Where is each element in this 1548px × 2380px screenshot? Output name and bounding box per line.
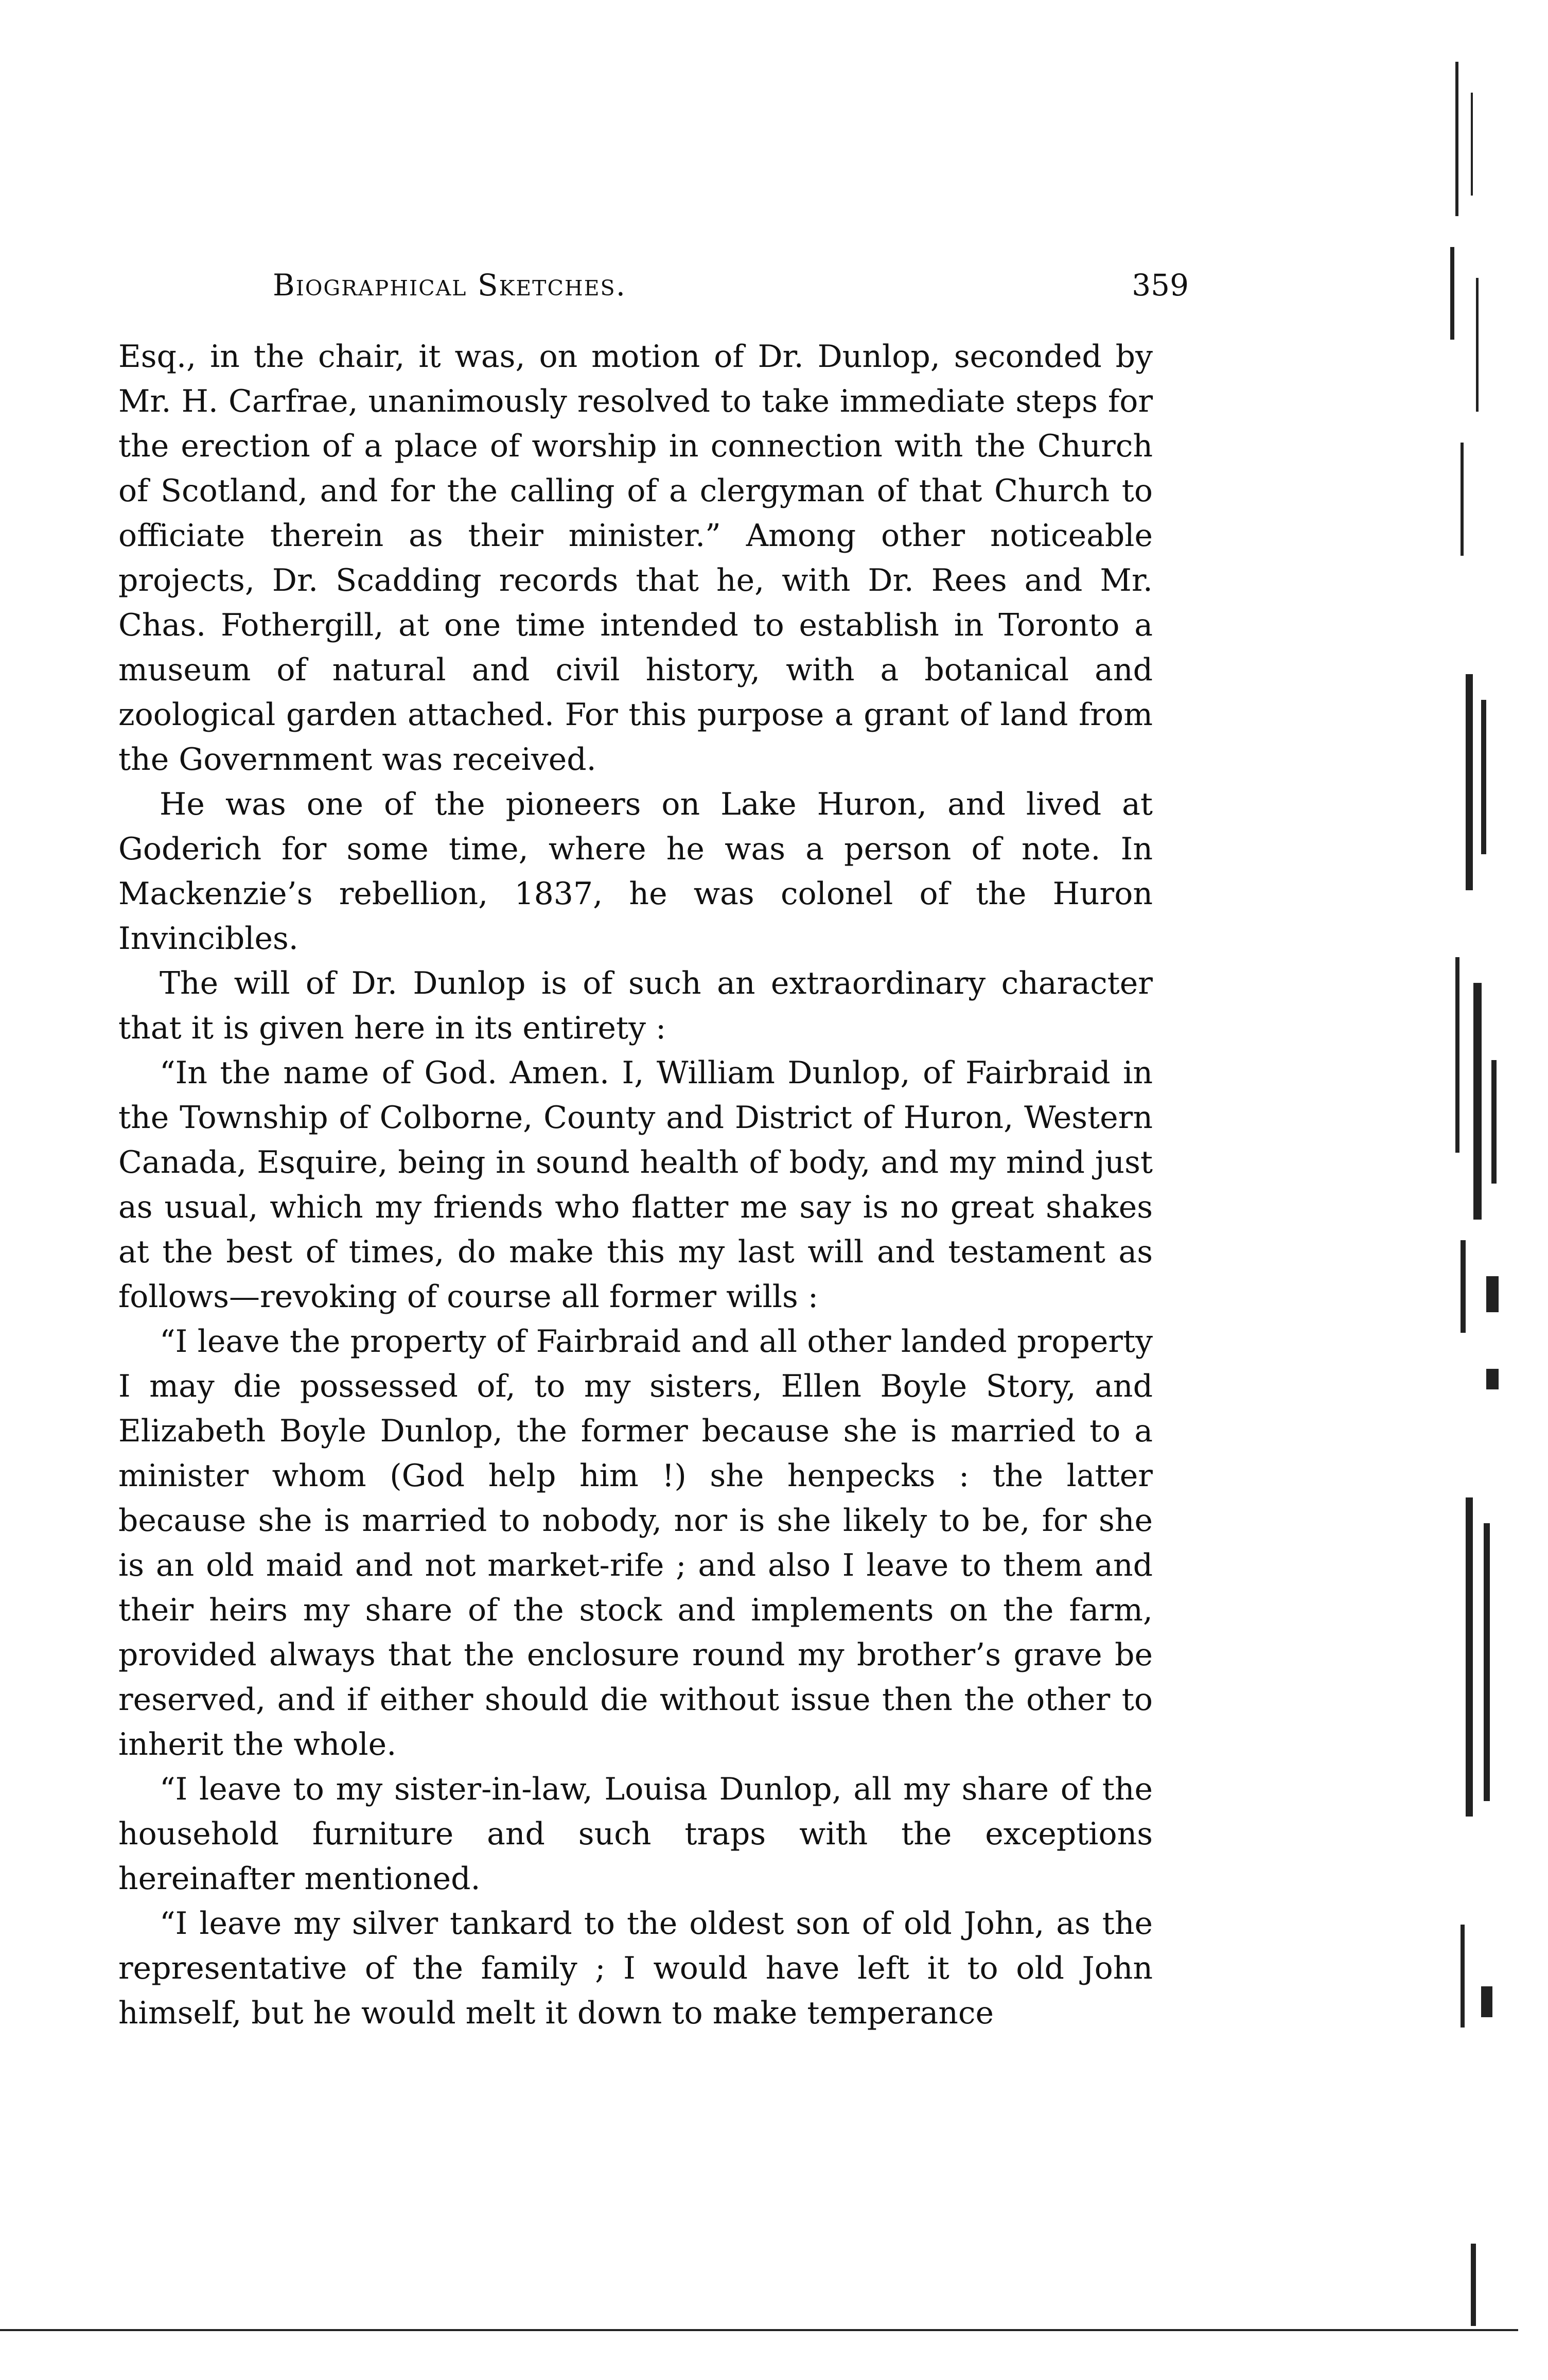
paragraph-will-tankard: “I leave my silver tankard to the oldest son of old John, as the representative of the family ; I would have left it to old John himself, but he would melt it down to make temperance [118,1906,1153,2031]
scan-edge-artifact [1435,31,1533,2357]
paragraph-will-preamble: “In the name of God. Amen. I, William Dunlop, of Fairbraid in the Township of Colborne, County and District of Huron, Western Canada, Esquire, being in sound health of body, and my mind just as usual, which my friends who flatter me say is no great shakes at the best of times, do make this my last will and testament as follows—revoking of course all former wills : [118,1055,1153,1315]
paragraph-continued: Esq., in the chair, it was, on motion of Dr. Dunlop, seconded by Mr. H. Carfrae, unanimously resolved to take immediate steps for the erection of a place of worship in connection with the Church of Scotland, and for the calling of a clergyman of that Church to officiate therein as their minister.” Among other noticeable projects, Dr. Scadding records that he, with Dr. Rees and Mr. Chas. Fothergill, at one time intended to establish in Toronto a museum of natural and civil history, with a botanical and zoological garden attached. For this purpose a grant of land from the Government was received. [118,339,1153,778]
body-text [118,334,1153,2036]
bottom-rule [0,2329,1518,2331]
paragraph-pioneer: He was one of the pioneers on Lake Huron, and lived at Goderich for some time, where he was a person of note. In Mackenzie’s rebellion, 1837, he was colonel of the Huron Invincibles. [118,786,1153,957]
page-header [262,268,1189,314]
running-title: Biographical Sketches. [273,268,627,303]
paragraph-will-property: “I leave the property of Fairbraid and all other landed property I may die possessed of, to my sisters, Ellen Boyle Story, and Elizabeth Boyle Dunlop, the former because she is married to a minister whom (God help him !) she henpecks : the latter because she is married to nobody, nor is she likely to be, for she is an old maid and not market-rife ; and also I leave to them and their heirs my share of the stock and implements on the farm, provided always that the enclosure round my brother’s grave be reserved, and if either should die without issue then the other to inherit the whole. [118,1324,1153,1762]
paragraph-will-furniture: “I leave to my sister-in-law, Louisa Dunlop, all my share of the household furniture and such traps with the exceptions hereinafter mentioned. [118,1771,1153,1897]
paragraph-will-intro: The will of Dr. Dunlop is of such an extraordinary character that it is given here in its entirety : [118,965,1153,1046]
page-number: 359 [1132,268,1189,303]
